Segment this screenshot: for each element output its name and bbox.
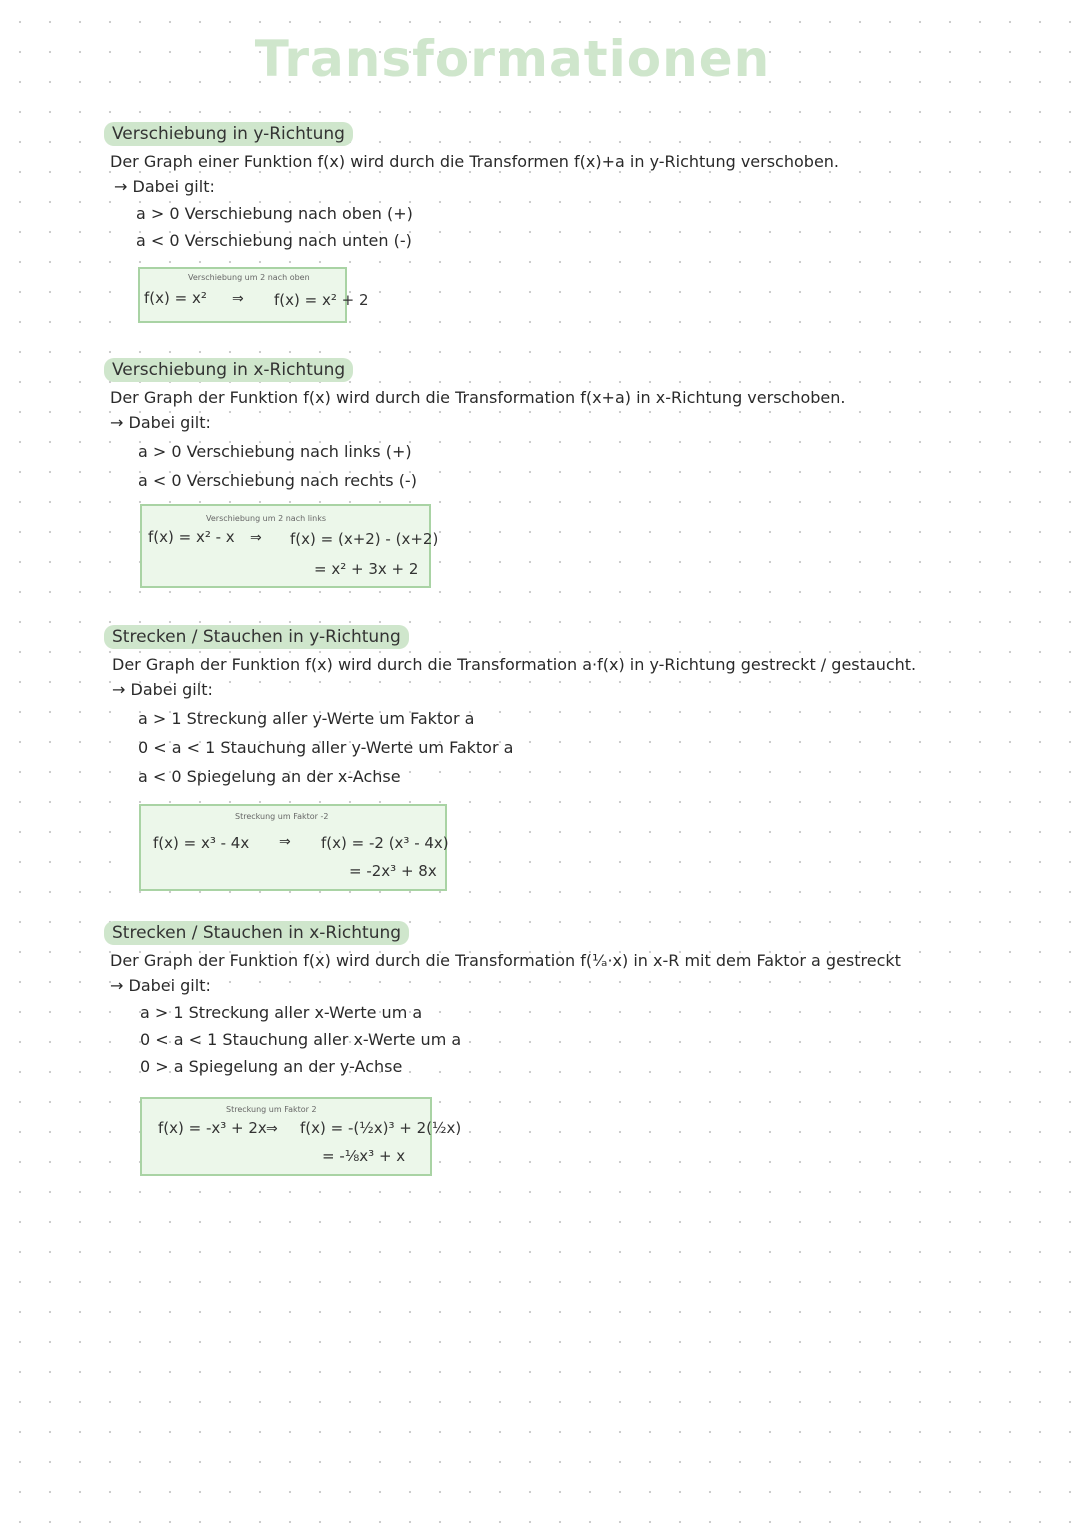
implies-arrow-icon: ⇒: [266, 1121, 278, 1137]
section-y-shift: [104, 122, 1004, 250]
example-box: [138, 267, 369, 323]
rule-item: a > 1 Streckung aller x-Werte um a: [140, 1003, 423, 1022]
section-heading: Verschiebung in x-Richtung: [104, 358, 353, 382]
example-left-formula: f(x) = x²: [144, 289, 207, 307]
rule-item: a > 0 Verschiebung nach oben (+): [136, 204, 413, 223]
example-left-formula: f(x) = x³ - 4x: [153, 834, 250, 852]
section-intro: → Dabei gilt:: [112, 680, 213, 699]
example-right-formula: f(x) = (x+2) - (x+2): [290, 530, 439, 548]
example-left-formula: f(x) = x² - x: [148, 528, 235, 546]
section-intro: → Dabei gilt:: [114, 177, 215, 196]
example-box: [140, 1097, 462, 1176]
example-right-formula: f(x) = -2 (x³ - 4x): [321, 834, 449, 852]
section-text: Der Graph der Funktion f(x) wird durch die Transformation a·f(x) in y-Richtung gestreckt / gestaucht.: [112, 655, 917, 674]
section-heading: Verschiebung in y-Richtung: [104, 122, 353, 146]
section-y-stretch: [104, 625, 1004, 786]
section-intro: → Dabei gilt:: [110, 413, 211, 432]
example-right-formula: f(x) = -(½x)³ + 2(½x): [300, 1119, 462, 1137]
section-intro: → Dabei gilt:: [110, 976, 211, 995]
rule-item: a < 0 Verschiebung nach unten (-): [136, 231, 412, 250]
example-caption: Streckung um Faktor 2: [226, 1105, 317, 1114]
section-text: Der Graph der Funktion f(x) wird durch die Transformation f(x+a) in x-Richtung verschoben.: [110, 388, 846, 407]
example-caption: Verschiebung um 2 nach oben: [188, 273, 310, 282]
example-box: [139, 804, 447, 891]
rule-item: 0 > a Spiegelung an der y-Achse: [140, 1057, 403, 1076]
example-result-formula: = -2x³ + 8x: [349, 862, 437, 880]
implies-arrow-icon: ⇒: [250, 530, 262, 546]
example-right-formula: f(x) = x² + 2: [274, 291, 369, 309]
rule-item: 0 < a < 1 Stauchung aller y-Werte um Faktor a: [138, 738, 514, 757]
section-text: Der Graph der Funktion f(x) wird durch die Transformation f(¹⁄ₐ·x) in x-R mit dem Faktor a gestreckt: [110, 951, 901, 970]
section-heading: Strecken / Stauchen in x-Richtung: [104, 921, 409, 945]
implies-arrow-icon: ⇒: [232, 291, 244, 307]
example-caption: Streckung um Faktor -2: [235, 812, 329, 821]
example-left-formula: f(x) = -x³ + 2x: [158, 1119, 267, 1137]
rule-item: a < 0 Verschiebung nach rechts (-): [138, 471, 417, 490]
page-title: Transformationen: [254, 30, 771, 88]
example-box: [140, 504, 439, 588]
section-x-stretch: [104, 921, 1004, 1076]
example-result-formula: = x² + 3x + 2: [314, 560, 419, 578]
rule-item: a < 0 Spiegelung an der x-Achse: [138, 767, 401, 786]
section-heading: Strecken / Stauchen in y-Richtung: [104, 625, 409, 649]
rule-item: a > 0 Verschiebung nach links (+): [138, 442, 412, 461]
example-result-formula: = -⅛x³ + x: [322, 1147, 406, 1165]
section-x-shift: [104, 358, 1004, 490]
rule-item: a > 1 Streckung aller y-Werte um Faktor a: [138, 709, 475, 728]
implies-arrow-icon: ⇒: [279, 834, 291, 850]
rule-item: 0 < a < 1 Stauchung aller x-Werte um a: [140, 1030, 462, 1049]
example-caption: Verschiebung um 2 nach links: [206, 514, 327, 523]
section-text: Der Graph einer Funktion f(x) wird durch die Transformen f(x)+a in y-Richtung verschoben.: [110, 152, 840, 171]
